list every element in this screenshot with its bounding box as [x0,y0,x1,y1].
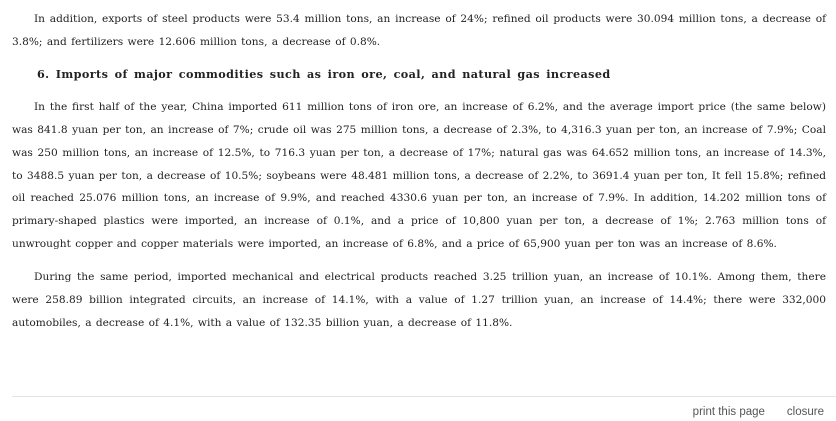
article-paragraph-commodity-imports: In the first half of the year, China imported 611 million tons of iron ore, an increase of 6.2%, and the average import price (the same below) was 841.8 yuan per ton, an increase of 7%; crude oil was 275 million tons, a decrease of 2.3%, to 4,316.3 yuan per ton, an increase of 7.9%; Coal was 250 million tons, an increase of 12.5%, to 716.3 yuan per ton, a decrease of 17%; natural gas was 64.652 million tons, an increase of 14.3%, to 3488.5 yuan per ton, a decrease of 10.5%; soybeans were 48.481 million tons, a decrease of 2.2%, to 3691.4 yuan per ton, It fell 15.8%; refined oil reached 25.076 million tons, an increase of 9.9%, and reached 4330.6 yuan per ton, an increase of 7.9%. In addition, 14.202 million tons of primary-shaped plastics were imported, an increase of 0.1%, and a price of 10,800 yuan per ton, a decrease of 1%; 2.763 million tons of unwrought copper and copper materials were imported, an increase of 6.8%, and a price of 65,900 yuan per ton was an increase of 8.6%. [12,101,826,250]
footer-links [693,406,824,418]
close-link[interactable]: closure [786,406,824,418]
article-paragraph-mechanical-imports: During the same period, imported mechanical and electrical products reached 3.25 trillion yuan, an increase of 10.1%. Among them, there were 258.89 billion integrated circuits, an increase of 14.1%, with a value of 1.27 trillion yuan, an increase of 14.4%; there were 332,000 automobiles, a decrease of 4.1%, with a value of 132.35 billion yuan, a decrease of 11.8%. [12,271,826,329]
print-page-link[interactable]: print this page [692,406,765,418]
section-heading-imports: 6. Imports of major commodities such as iron ore, coal, and natural gas increased [37,67,611,82]
footer-divider [12,396,836,397]
article-body [12,8,826,334]
article-paragraph-exports: In addition, exports of steel products were 53.4 million tons, an increase of 24%; refined oil products were 30.094 million tons, a decrease of 3.8%; and fertilizers were 12.606 million tons, a decrease of 0.8%. [12,13,826,48]
